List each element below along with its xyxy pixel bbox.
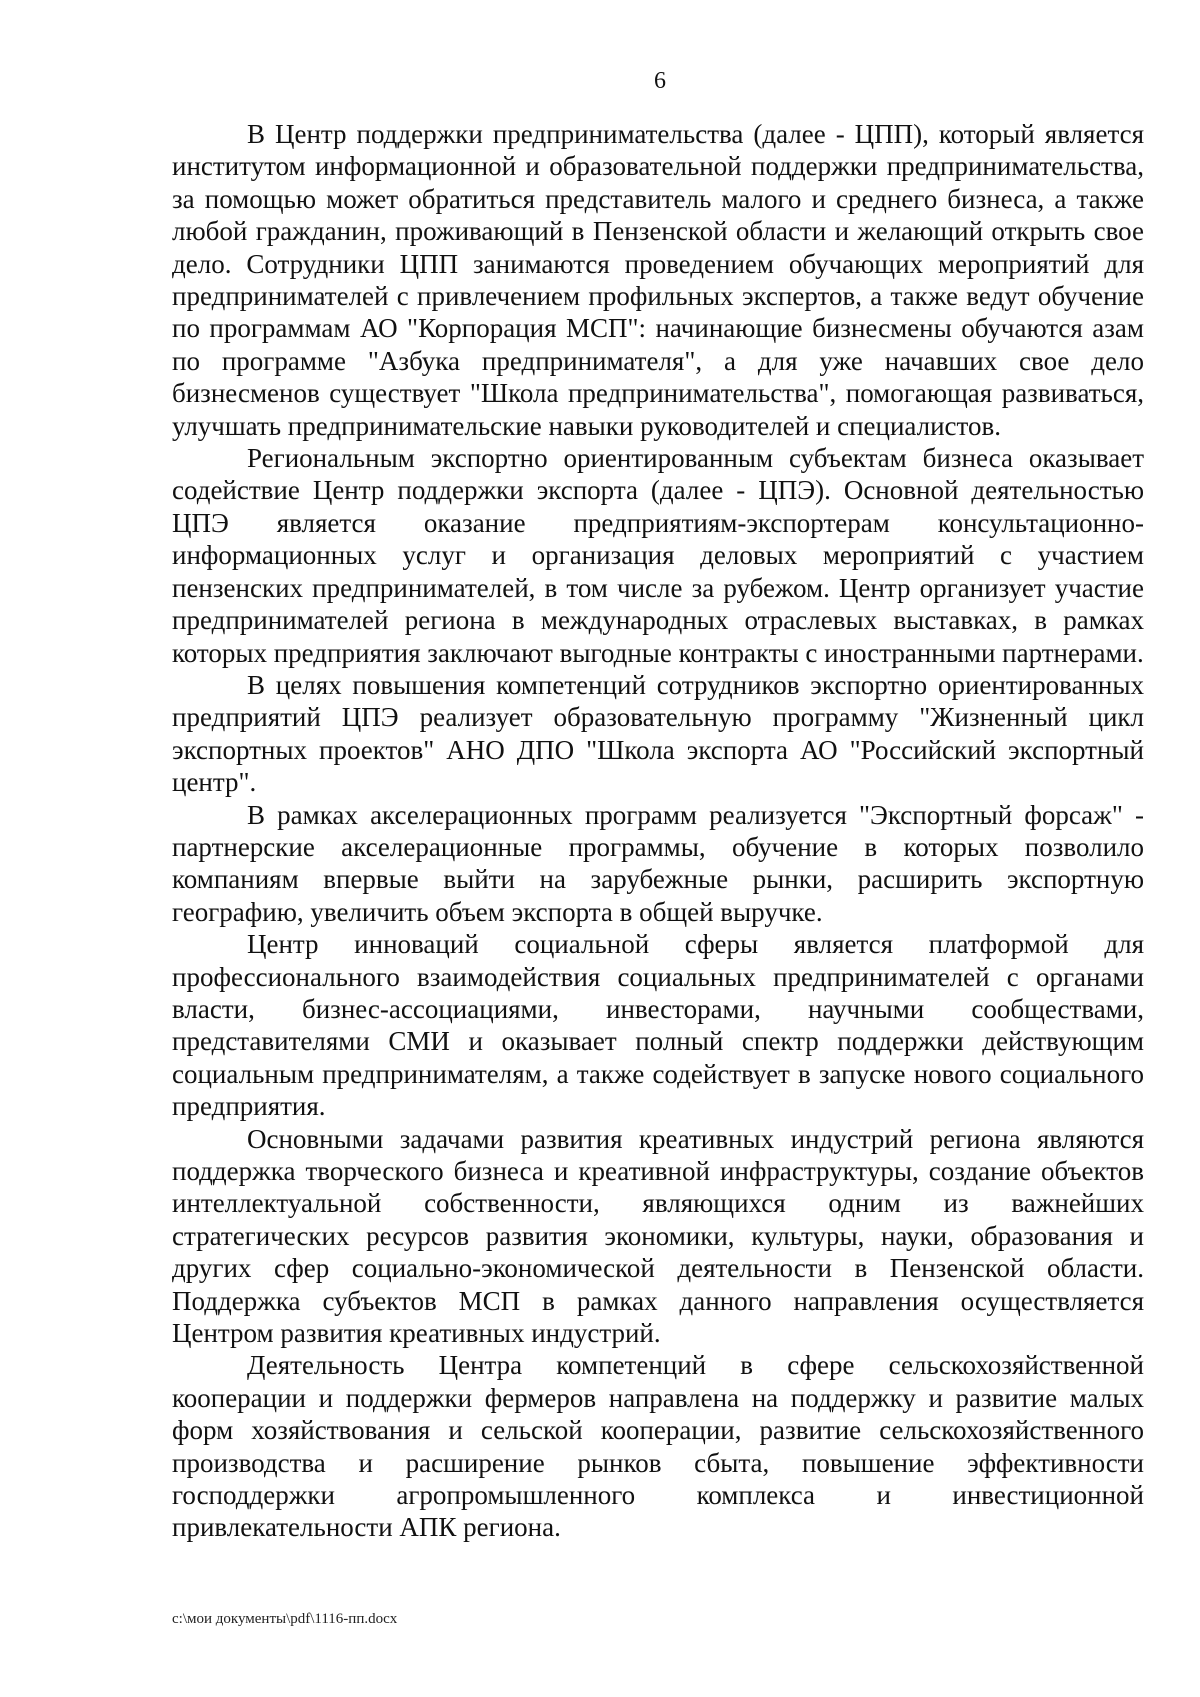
footer-file-path: c:\мои документы\pdf\1116-пп.docx bbox=[172, 1611, 398, 1627]
paragraph-social-innovation-center: Центр инноваций социальной сферы является платформой для профессионального взаимодействия социальных предпринимателей с органами власти, бизнес-ассоциациями, инвесторами, научными сообществами, представителями СМИ и оказывает полный спектр поддержки действующим социальным предпринимателям, а также содействует в запуске нового социального предприятия. bbox=[172, 929, 1144, 1122]
paragraph-acceleration-programs: В рамках акселерационных программ реализуется "Экспортный форсаж" - партнерские акселерационные программы, обучение в которых позволило компаниям впервые выйти на зарубежные рынки, расширить экспортную географию, увеличить объем экспорта в общей выручке. bbox=[172, 799, 1144, 927]
paragraph-agricultural-cooperation: Деятельность Центра компетенций в сфере сельскохозяйственной кооперации и поддержки фермеров направлена на поддержку и развитие малых форм хозяйствования и сельской кооперации, развитие сельскохозяйственного производства и расширение рынков сбыта, повышение эффективности господдержки агропромышленного комплекса и инвестиционной привлекательности АПК региона. bbox=[172, 1350, 1144, 1543]
paragraph-export-support-center: Региональным экспортно ориентированным субъектам бизнеса оказывает содействие Центр поддержки экспорта (далее - ЦПЭ). Основной деятельностью ЦПЭ является оказание предприятиям-экспортерам консультационно-информационных услуг и организация деловых мероприятий с участием пензенских предпринимателей, в том числе за рубежом. Центр организует участие предпринимателей региона в международных отраслевых выставках, в рамках которых предприятия заключают выгодные контракты с иностранными партнерами. bbox=[172, 443, 1144, 668]
paragraph-business-support-center: В Центр поддержки предпринимательства (далее - ЦПП), который является институтом информационной и образовательной поддержки предпринимательства, за помощью может обратиться представитель малого и среднего бизнеса, а также любой гражданин, проживающий в Пензенской области и желающий открыть свое дело. Сотрудники ЦПП занимаются проведением обучающих мероприятий для предпринимателей с привлечением профильных экспертов, а также ведут обучение по программам АО "Корпорация МСП": начинающие бизнесмены обучаются азам по программе "Азбука предпринимателя", а для уже начавших свое дело бизнесменов существует "Школа предпринимательства", помогающая развиваться, улучшать предпринимательские навыки руководителей и специалистов. bbox=[172, 119, 1144, 441]
paragraph-creative-industries: Основными задачами развития креативных индустрий региона являются поддержка творческого бизнеса и креативной инфраструктуры, создание объектов интеллектуальной собственности, являющихся одним из важнейших стратегических ресурсов развития экономики, культуры, науки, образования и других сфер социально-экономической деятельности в Пензенской области. Поддержка субъектов МСП в рамках данного направления осуществляется Центром развития креативных индустрий. bbox=[172, 1123, 1144, 1349]
page-number: 6 bbox=[654, 68, 666, 94]
document-body bbox=[172, 118, 1144, 1544]
paragraph-export-training-program: В целях повышения компетенций сотрудников экспортно ориентированных предприятий ЦПЭ реализует образовательную программу "Жизненный цикл экспортных проектов" АНО ДПО "Школа экспорта АО "Российский экспортный центр". bbox=[172, 669, 1144, 798]
